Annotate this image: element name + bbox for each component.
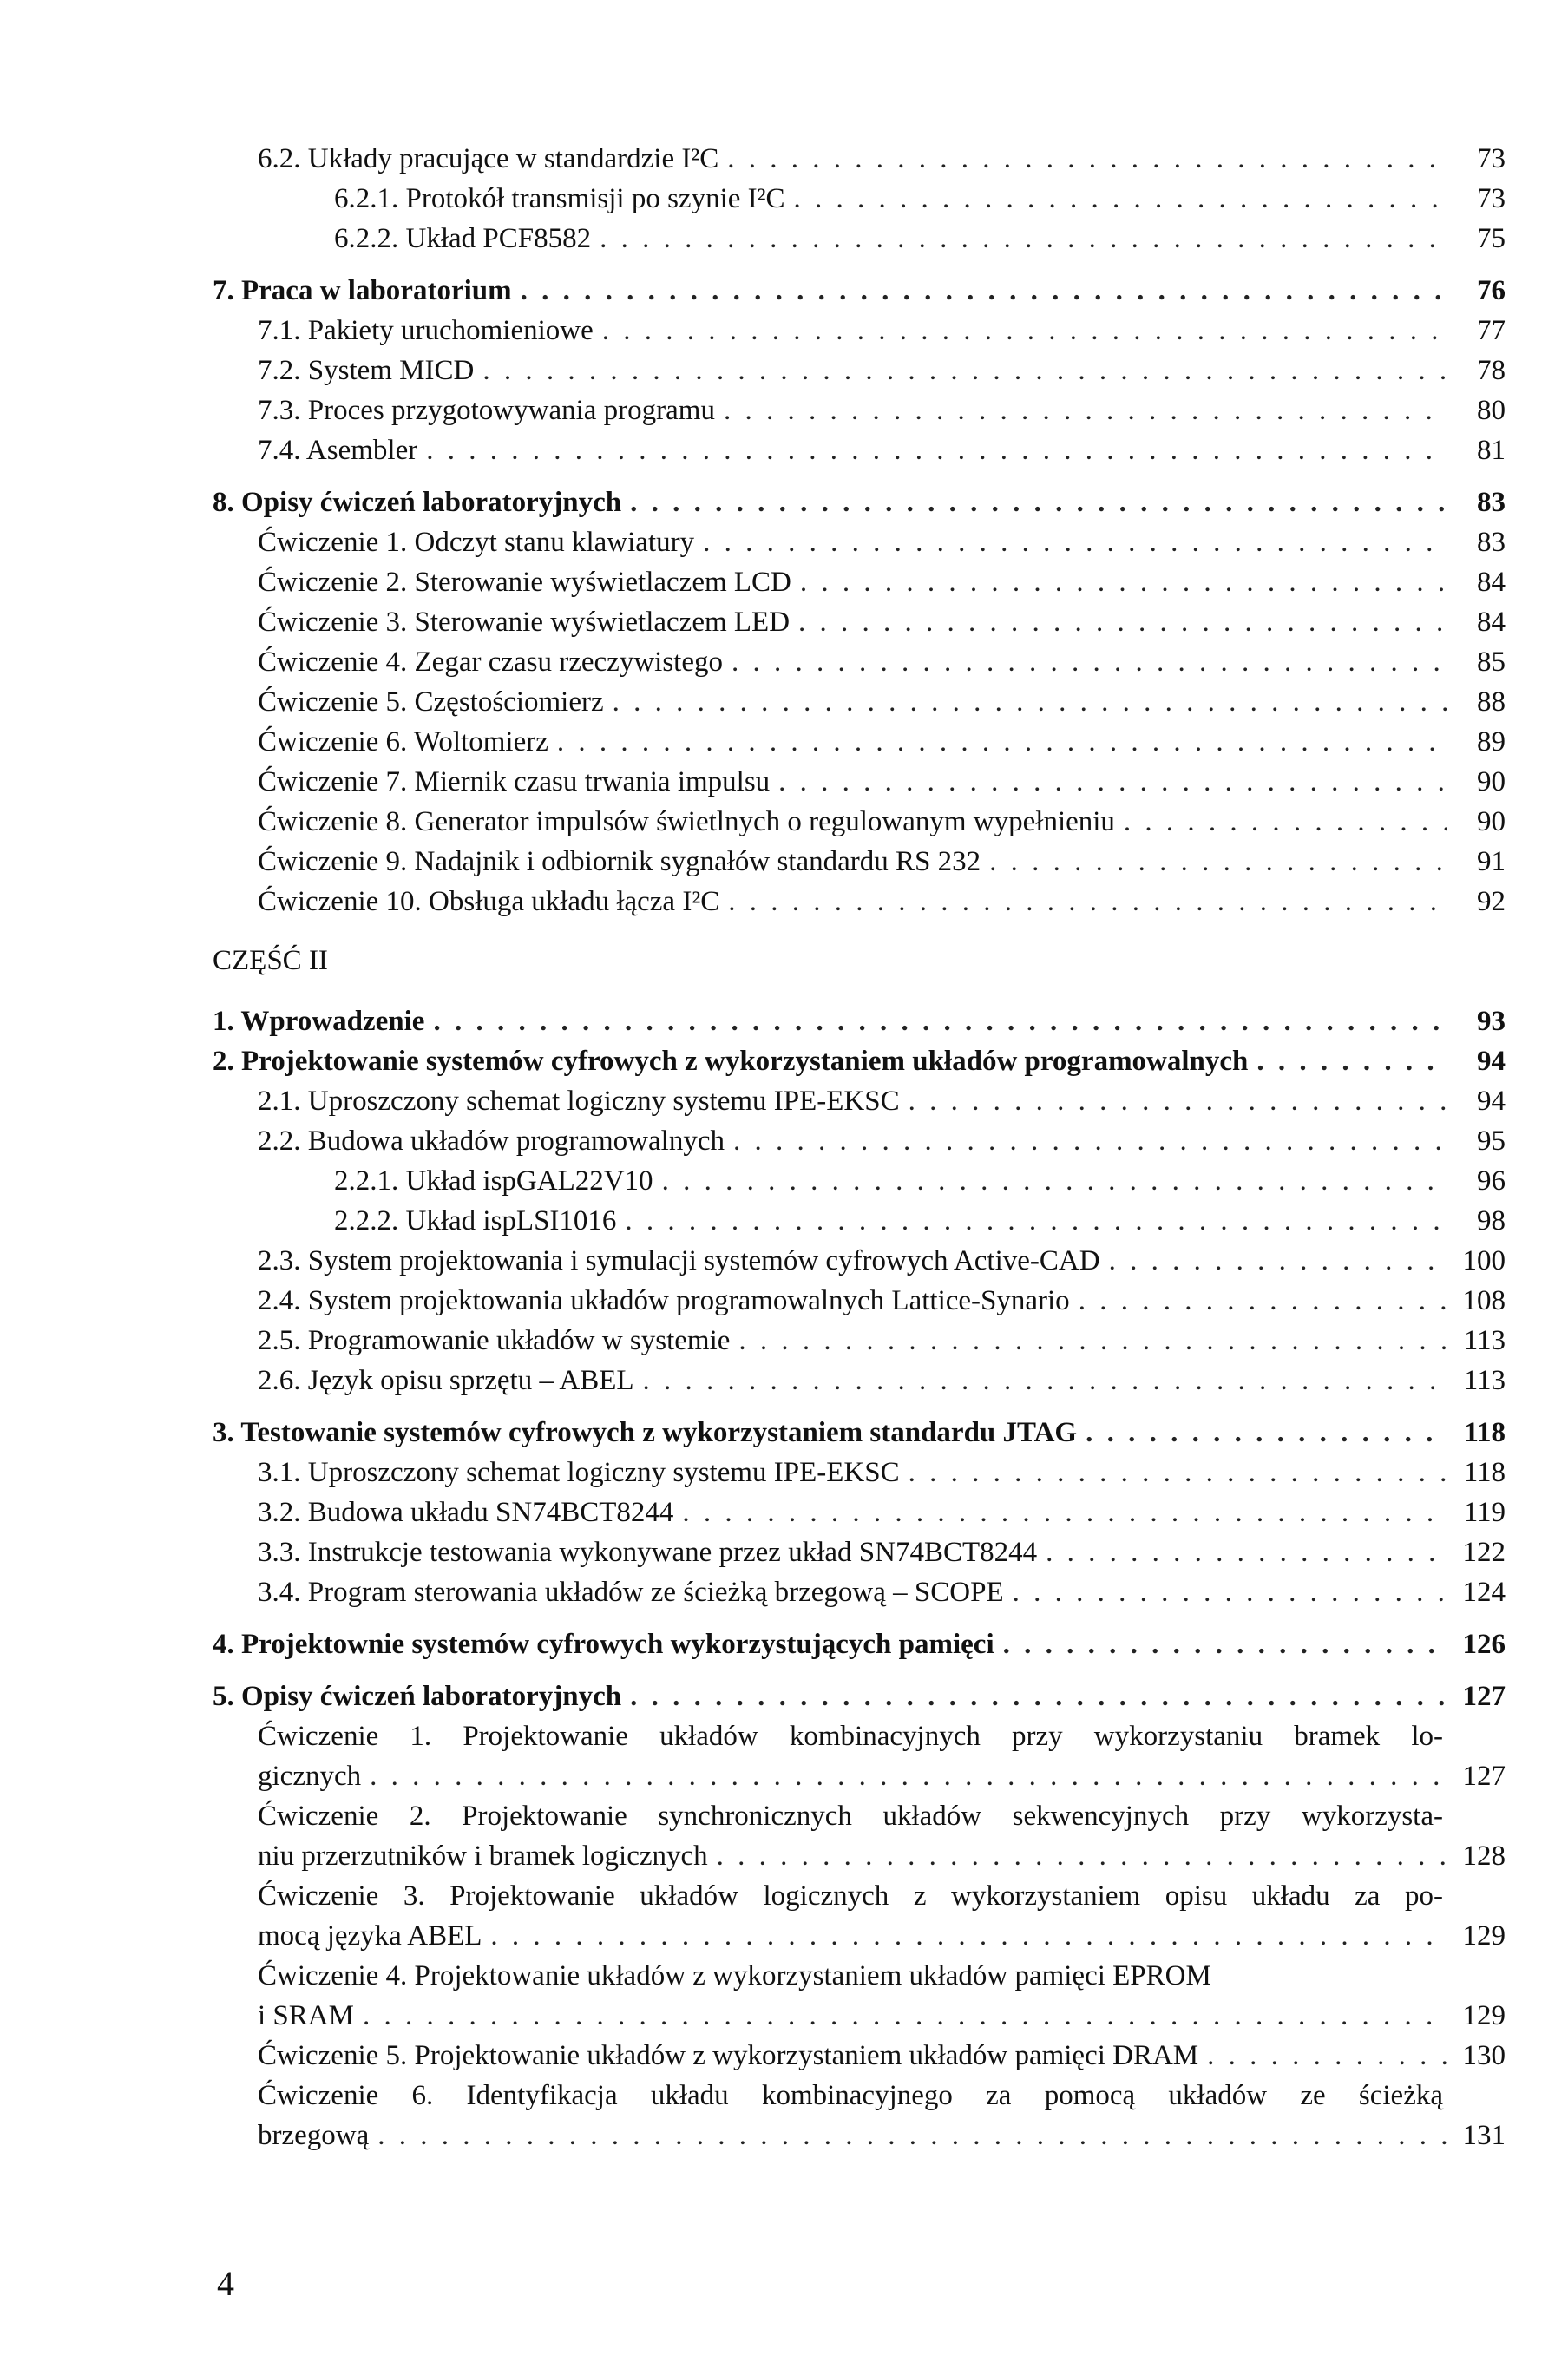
dot-leader — [1207, 2036, 1447, 2076]
toc-section — [213, 430, 1506, 470]
toc-section — [213, 882, 1506, 922]
toc-subsection — [213, 179, 1506, 219]
toc-page-number: 113 — [1463, 1325, 1506, 1356]
dot-leader — [1046, 1532, 1447, 1572]
toc-page-number: 127 — [1462, 1761, 1506, 1792]
toc-entry-title: Ćwiczenie 4. Projektowanie układów z wykorzystaniem układów pamięci EPROM — [258, 1960, 1211, 1991]
toc-section — [213, 1321, 1506, 1361]
toc-entry-title: Ćwiczenie 10. Obsługa układu łącza I²C — [258, 886, 720, 917]
toc-chapter — [213, 271, 1506, 311]
toc-section — [213, 1081, 1506, 1121]
dot-leader — [728, 882, 1447, 922]
dot-leader — [426, 430, 1447, 470]
toc-page-number: 73 — [1477, 143, 1506, 174]
dot-leader — [1013, 1572, 1447, 1612]
toc-section — [213, 139, 1506, 179]
toc-section — [213, 1572, 1506, 1612]
page-number: 4 — [217, 2264, 234, 2303]
toc-entry-title: 6.2.2. Układ PCF8582 — [334, 223, 592, 254]
toc-page-number: 76 — [1477, 275, 1506, 306]
toc-section — [213, 1756, 1506, 1796]
toc-section — [213, 351, 1506, 390]
toc-section — [213, 1241, 1506, 1281]
toc-entry-title: 7.1. Pakiety uruchomieniowe — [258, 315, 594, 346]
dot-leader — [630, 1676, 1447, 1716]
toc-chapter — [213, 1413, 1506, 1453]
toc-section — [213, 1836, 1506, 1876]
part-heading — [213, 941, 1506, 981]
toc-section — [213, 1876, 1506, 1916]
dot-leader — [482, 351, 1447, 390]
toc-page-number: 118 — [1464, 1417, 1506, 1448]
dot-leader — [630, 482, 1447, 522]
toc-page-number: 127 — [1462, 1681, 1506, 1712]
toc-chapter — [213, 1001, 1506, 1041]
toc-entry-title: Ćwiczenie 3. Sterowanie wyświetlaczem LED — [258, 607, 791, 638]
toc-page-number: 129 — [1462, 2000, 1506, 2031]
toc-entry-title: mocą języka ABEL — [258, 1920, 482, 1952]
toc-section — [213, 1121, 1506, 1161]
dot-leader — [989, 842, 1447, 882]
dot-leader — [490, 1916, 1447, 1956]
toc-page-number: 96 — [1477, 1165, 1506, 1197]
toc-page-number: 98 — [1477, 1205, 1506, 1237]
toc-page-number: 89 — [1477, 726, 1506, 758]
toc-entry-title: 2. Projektowanie systemów cyfrowych z wykorzystaniem układów programowalnych — [213, 1046, 1249, 1077]
dot-leader — [557, 722, 1447, 762]
dot-leader — [370, 1756, 1447, 1796]
toc-page-number: 83 — [1477, 527, 1506, 558]
toc-entry-title: Ćwiczenie 6. Woltomierz — [258, 726, 548, 758]
toc-section — [213, 1453, 1506, 1493]
dot-leader — [363, 1996, 1447, 2036]
dot-leader — [778, 762, 1447, 802]
table-of-contents — [213, 139, 1506, 2155]
dot-leader — [703, 522, 1447, 562]
toc-page-number: 75 — [1477, 223, 1506, 254]
toc-chapter — [213, 1624, 1506, 1664]
toc-page-number: 73 — [1477, 183, 1506, 214]
toc-entry-title: 3.1. Uproszczony schemat logiczny systemu IPE-EKSC — [258, 1457, 900, 1488]
toc-entry-title: Ćwiczenie 2. Projektowanie synchronicznych układów sekwencyjnych przy wykorzysta- — [258, 1801, 1443, 1832]
toc-page-number: 124 — [1462, 1577, 1506, 1608]
dot-leader — [613, 682, 1447, 722]
toc-entry-title: 3. Testowanie systemów cyfrowych z wykorzystaniem standardu JTAG — [213, 1417, 1078, 1448]
dot-leader — [377, 2116, 1447, 2155]
toc-entry-title: 6.2.1. Protokół transmisji po szynie I²C — [334, 183, 785, 214]
toc-subsection — [213, 1161, 1506, 1201]
toc-entry-title: Ćwiczenie 9. Nadajnik i odbiornik sygnałów standardu RS 232 — [258, 846, 981, 877]
dot-leader — [727, 139, 1447, 179]
toc-subsection — [213, 219, 1506, 259]
toc-page-number: 130 — [1462, 2040, 1506, 2071]
dot-leader — [682, 1493, 1447, 1532]
toc-section — [213, 642, 1506, 682]
dot-leader — [800, 562, 1447, 602]
toc-page-number: 119 — [1463, 1497, 1506, 1528]
toc-chapter — [213, 1676, 1506, 1716]
toc-entry-title: Ćwiczenie 2. Sterowanie wyświetlaczem LCD — [258, 567, 791, 598]
toc-section — [213, 1716, 1506, 1756]
toc-entry-title: gicznych — [258, 1761, 362, 1792]
toc-chapter — [213, 1041, 1506, 1081]
toc-page-number: 131 — [1462, 2120, 1506, 2151]
toc-section — [213, 390, 1506, 430]
dot-leader — [1079, 1281, 1447, 1321]
toc-page-number: 118 — [1463, 1457, 1506, 1488]
dot-leader — [433, 1001, 1447, 1041]
toc-entry-title: 7.2. System MICD — [258, 355, 475, 386]
toc-entry-title: Ćwiczenie 8. Generator impulsów świetlnych o regulowanym wypełnieniu — [258, 806, 1115, 837]
toc-page-number: 84 — [1477, 607, 1506, 638]
toc-entry-title: 7.4. Asembler — [258, 435, 418, 466]
toc-page-number: 122 — [1462, 1537, 1506, 1568]
dot-leader — [625, 1201, 1447, 1241]
toc-section — [213, 1281, 1506, 1321]
toc-entry-title: Ćwiczenie 1. Odczyt stanu klawiatury — [258, 527, 695, 558]
toc-page-number: 92 — [1477, 886, 1506, 917]
toc-page-number: 100 — [1462, 1245, 1506, 1276]
toc-entry-title: 7. Praca w laboratorium — [213, 275, 512, 306]
dot-leader — [717, 1836, 1447, 1876]
toc-section — [213, 1361, 1506, 1401]
toc-entry-title: 6.2. Układy pracujące w standardzie I²C — [258, 143, 719, 174]
dot-leader — [732, 642, 1447, 682]
toc-section — [213, 311, 1506, 351]
toc-page-number: 88 — [1477, 686, 1506, 718]
toc-section — [213, 762, 1506, 802]
dot-leader — [794, 179, 1447, 219]
toc-page-number: 85 — [1477, 646, 1506, 678]
dot-leader — [724, 390, 1447, 430]
toc-entry-title: 2.2.2. Układ ispLSI1016 — [334, 1205, 617, 1237]
toc-page-number: 94 — [1477, 1086, 1506, 1117]
dot-leader — [733, 1121, 1447, 1161]
toc-section — [213, 1996, 1506, 2036]
dot-leader — [662, 1161, 1447, 1201]
dot-leader — [1124, 802, 1447, 842]
toc-section — [213, 602, 1506, 642]
toc-entry-title: 2.3. System projektowania i symulacji systemów cyfrowych Active-CAD — [258, 1245, 1100, 1276]
toc-entry-title: niu przerzutników i bramek logicznych — [258, 1840, 708, 1872]
toc-entry-title: Ćwiczenie 4. Zegar czasu rzeczywistego — [258, 646, 723, 678]
toc-entry-title: i SRAM — [258, 2000, 354, 2031]
toc-entry-title: Ćwiczenie 6. Identyfikacja układu kombinacyjnego za pomocą układów ze ścieżką — [258, 2080, 1443, 2111]
toc-entry-title: 3.2. Budowa układu SN74BCT8244 — [258, 1497, 674, 1528]
dot-leader — [909, 1081, 1447, 1121]
toc-entry-title: 5. Opisy ćwiczeń laboratoryjnych — [213, 1681, 622, 1712]
toc-entry-title: 8. Opisy ćwiczeń laboratoryjnych — [213, 487, 622, 518]
toc-entry-title: brzegową — [258, 2120, 370, 2151]
toc-page-number: 91 — [1477, 846, 1506, 877]
toc-page-number: 77 — [1477, 315, 1506, 346]
toc-chapter — [213, 482, 1506, 522]
toc-page-number: 81 — [1477, 435, 1506, 466]
toc-entry-title: Ćwiczenie 5. Projektowanie układów z wykorzystaniem układów pamięci DRAM — [258, 2040, 1199, 2071]
toc-section — [213, 562, 1506, 602]
toc-page-number: 78 — [1477, 355, 1506, 386]
dot-leader — [909, 1453, 1447, 1493]
toc-page-number: 95 — [1477, 1125, 1506, 1157]
toc-section — [213, 1532, 1506, 1572]
toc-section — [213, 722, 1506, 762]
toc-entry-title: 7.3. Proces przygotowywania programu — [258, 395, 715, 426]
toc-section — [213, 1796, 1506, 1836]
toc-entry-title: 2.2.1. Układ ispGAL22V10 — [334, 1165, 653, 1197]
toc-page-number: 83 — [1477, 487, 1506, 518]
dot-leader — [1109, 1241, 1447, 1281]
dot-leader — [798, 602, 1447, 642]
dot-leader — [738, 1321, 1447, 1361]
toc-entry-title: Ćwiczenie 7. Miernik czasu trwania impulsu — [258, 766, 771, 797]
dot-leader — [600, 219, 1447, 259]
toc-page-number: 113 — [1463, 1365, 1506, 1396]
toc-section — [213, 1956, 1506, 1996]
toc-entry-title: 3.4. Program sterowania układów ze ścieżką brzegową – SCOPE — [258, 1577, 1004, 1608]
toc-entry-title: 2.4. System projektowania układów programowalnych Lattice-Synario — [258, 1285, 1070, 1316]
toc-entry-title: Ćwiczenie 1. Projektowanie układów kombinacyjnych przy wykorzystaniu bramek lo- — [258, 1721, 1443, 1752]
dot-leader — [521, 271, 1447, 311]
toc-page-number: 90 — [1477, 806, 1506, 837]
dot-leader — [602, 311, 1447, 351]
toc-section — [213, 802, 1506, 842]
toc-entry-title: 2.6. Język opisu sprzętu – ABEL — [258, 1365, 634, 1396]
toc-entry-title: 2.2. Budowa układów programowalnych — [258, 1125, 725, 1157]
toc-section — [213, 2036, 1506, 2076]
dot-leader — [1003, 1624, 1447, 1664]
toc-page-number: 126 — [1462, 1629, 1506, 1660]
toc-entry-title: 2.5. Programowanie układów w systemie — [258, 1325, 731, 1356]
toc-section — [213, 842, 1506, 882]
toc-section — [213, 682, 1506, 722]
toc-entry-title: CZĘŚĆ II — [213, 945, 328, 976]
toc-entry-title: Ćwiczenie 5. Częstościomierz — [258, 686, 604, 718]
toc-section — [213, 1916, 1506, 1956]
toc-section — [213, 2076, 1506, 2116]
toc-section — [213, 2116, 1506, 2155]
dot-leader — [643, 1361, 1447, 1401]
dot-leader — [1256, 1041, 1447, 1081]
toc-page-number: 108 — [1462, 1285, 1506, 1316]
toc-entry-title: 2.1. Uproszczony schemat logiczny systemu IPE-EKSC — [258, 1086, 900, 1117]
toc-entry-title: 3.3. Instrukcje testowania wykonywane przez układ SN74BCT8244 — [258, 1537, 1038, 1568]
toc-section — [213, 522, 1506, 562]
toc-page-number: 129 — [1462, 1920, 1506, 1952]
toc-page-number: 93 — [1477, 1006, 1506, 1037]
toc-page-number: 128 — [1462, 1840, 1506, 1872]
toc-entry-title: Ćwiczenie 3. Projektowanie układów logicznych z wykorzystaniem opisu układu za po- — [258, 1880, 1443, 1912]
toc-section — [213, 1493, 1506, 1532]
toc-entry-title: 1. Wprowadzenie — [213, 1006, 425, 1037]
toc-page-number: 80 — [1477, 395, 1506, 426]
toc-subsection — [213, 1201, 1506, 1241]
toc-page-number: 94 — [1477, 1046, 1506, 1077]
toc-entry-title: 4. Projektownie systemów cyfrowych wykorzystujących pamięci — [213, 1629, 994, 1660]
toc-page-number: 90 — [1477, 766, 1506, 797]
dot-leader — [1086, 1413, 1447, 1453]
toc-page-number: 84 — [1477, 567, 1506, 598]
